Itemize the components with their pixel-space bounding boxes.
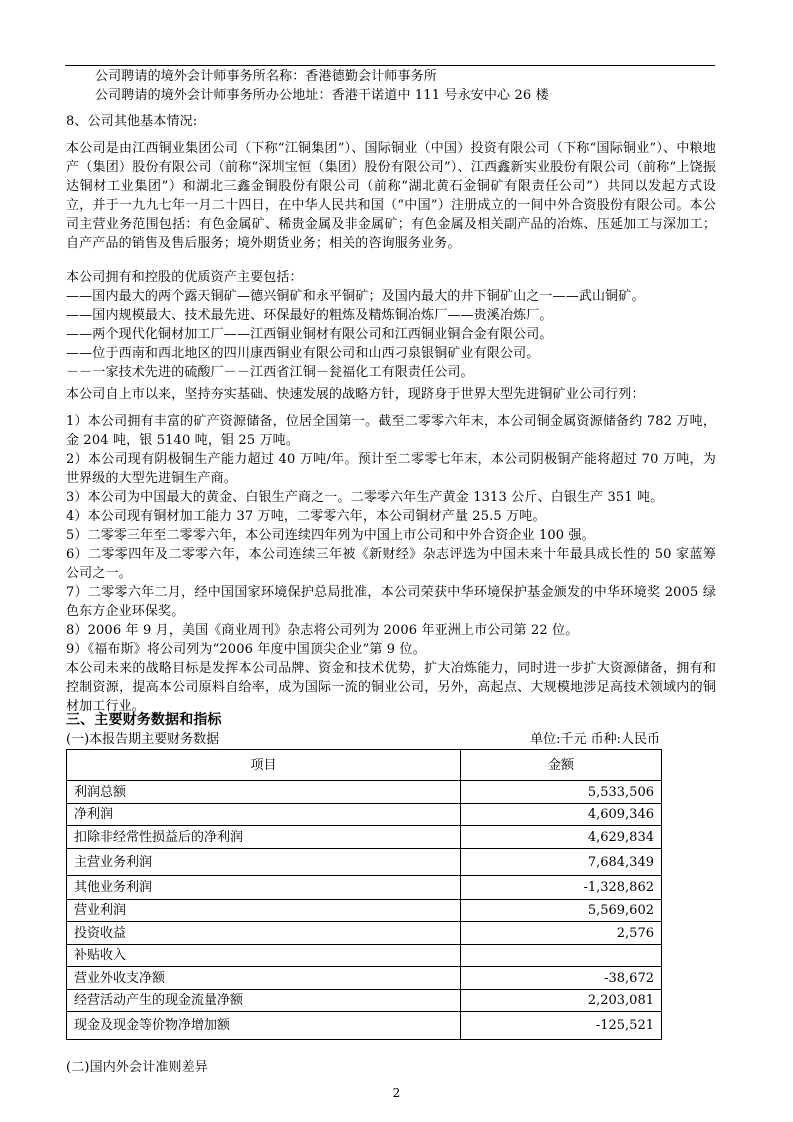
table-header-row [67,750,662,781]
row-amount: 2,576 [461,922,662,945]
subsection-1-title: (一)本报告期主要财务数据 [66,732,220,747]
row-amount: 5,569,602 [461,900,662,922]
row-item: 投资收益 [67,922,461,945]
company-intro-paragraph: 本公司是由江西铜业集团公司（下称“江铜集团”）、国际铜业（中国）投资有限公司（下称“国际铜业”）、中粮地产（集团）股份有限公司（前称“深圳宝恒（集团）股份有限公司”）、江西鑫新实业股份有限公司（前称“上饶振达铜材工业集团”）和湖北三鑫金铜股份有限公司（前称“湖北黄石金铜矿有限责任公司”）共同以发起方式设立，并于一九九七年一月二十四日，在中华人民共和国（“中国”）注册成立的一间中外合资股份有限公司。本公司主营业务范围包括：有色金属矿、稀贵金属及非金属矿；有色金属及相关副产品的冶炼、压延加工与深加工；自产产品的销售及售后服务；境外期货业务；相关的咨询服务业务。 [66,141,716,251]
achievement-item: 5）二零零三年至二零零六年，本公司连续四年列为中国上市公司和中外合资企业 100 强。 [66,528,595,543]
section-8-heading-block [66,112,716,131]
column-header-item: 项目 [67,750,461,781]
row-item: 营业利润 [67,900,461,922]
row-amount: 4,629,834 [461,826,662,849]
row-item: 扣除非经常性损益后的净利润 [67,826,461,849]
overseas-auditor-name: 公司聘请的境外会计师事务所名称：香港德勤会计师事务所 [95,69,437,84]
table-row [67,922,662,945]
achievement-item: 3）本公司为中国最大的黄金、白银生产商之一。二零零六年生产黄金 1313 公斤、白银生产 351 吨。 [66,490,664,505]
assets-intro: 本公司拥有和控股的优质资产主要包括： [66,270,303,285]
header-rule [65,65,715,66]
asset-item: ——国内规模最大、技术最先进、环保最好的粗炼及精炼铜冶炼厂——贵溪冶炼厂。 [66,308,553,323]
assets-block [66,268,716,382]
unit-currency-label: 单位:千元 币种:人民币 [530,732,660,747]
strategy-intro-block [66,385,716,404]
achievement-item: 2）本公司现有阴极铜生产能力超过 40 万吨/年。预计至二零零七年末，本公司阴极铜产能将超过 70 万吨，为世界级的大型先进铜生产商。 [66,452,716,486]
row-amount: -38,672 [461,967,662,990]
table-caption-row [66,730,660,749]
future-goal-paragraph: 本公司未来的战略目标是发挥本公司品牌、资金和技术优势，扩大冶炼能力，同时进一步扩大资源储备，拥有和控制资源，提高本公司原料自给率，成为国际一流的铜业公司，另外，高起点、大规模地涉足高技术领域内的铜材加工行业。 [66,661,716,714]
row-item: 营业外收支净额 [67,967,461,990]
column-header-amount: 金额 [461,750,662,781]
asset-item: ——国内最大的两个露天铜矿—德兴铜矿和永平铜矿；及国内最大的井下铜矿山之一——武山铜矿。 [66,289,645,304]
subsection-2-title: (二)国内外会计准则差异 [66,1060,208,1075]
row-amount: 4,609,346 [461,804,662,826]
table-row [67,876,662,900]
page-number: 2 [392,1086,401,1100]
row-amount: -1,328,862 [461,876,662,900]
achievement-item: 6）二零零四年及二零零六年，本公司连续三年被《新财经》杂志评选为中国未来十年最具成长性的 50 家蓝筹公司之一。 [66,547,716,581]
asset-item: －－一家技术先进的硫酸厂－－江西省江铜－瓮福化工有限责任公司。 [66,365,474,380]
row-item: 净利润 [67,804,461,826]
row-item: 主营业务利润 [67,849,461,876]
table-row [67,990,662,1012]
row-amount: -125,521 [461,1012,662,1040]
table-row [67,781,662,804]
table-row [67,826,662,849]
table-row [67,849,662,876]
section-3-heading-block [66,711,716,749]
table-row [67,967,662,990]
section-8-title: 8、公司其他基本情况: [66,114,198,129]
financial-data-table [66,749,662,1040]
row-item: 其他业务利润 [67,876,461,900]
achievement-item: 4）本公司现有铜材加工能力 37 万吨，二零零六年，本公司铜材产量 25.5 万吨。 [66,509,546,524]
row-amount: 2,203,081 [461,990,662,1012]
row-item: 现金及现金等价物净增加额 [67,1012,461,1040]
row-item: 经营活动产生的现金流量净额 [67,990,461,1012]
row-amount [461,945,662,967]
overseas-auditor-address: 公司聘请的境外会计师事务所办公地址：香港干诺道中 111 号永安中心 26 楼 [95,88,549,103]
table-row [67,804,662,826]
strategy-intro: 本公司自上市以来，坚持夯实基础、快速发展的战略方针，现跻身于世界大型先进铜矿业公司行列： [66,387,645,402]
auditor-info [66,67,745,105]
row-amount: 5,533,506 [461,781,662,804]
company-intro-block [66,139,716,253]
achievements-block [66,412,716,716]
achievement-item: 7）二零零六年二月，经中国国家环境保护总局批准，本公司荣获中华环境保护基金颁发的中华环境奖 2005 绿色东方企业环保奖。 [66,585,716,619]
asset-item: ——位于西南和西北地区的四川康西铜业有限公司和山西刁泉银铜矿业有限公司。 [66,346,540,361]
row-item: 利润总额 [67,781,461,804]
table-row [67,1012,662,1040]
table-row [67,945,662,967]
achievement-item: 9）《福布斯》将公司列为“2006 年度中国顶尖企业”第 9 位。 [66,642,426,657]
subsection-2-block [66,1058,716,1077]
section-3-title: 三、主要财务数据和指标 [66,712,222,728]
achievement-item: 1）本公司拥有丰富的矿产资源储备，位居全国第一。截至二零零六年末，本公司铜金属资源储备约 782 万吨，金 204 吨，银 5140 吨，钼 25 万吨。 [66,414,716,448]
asset-item: ——两个现代化铜材加工厂——江西铜业铜材有限公司和江西铜业铜合金有限公司。 [66,327,553,342]
table-row [67,900,662,922]
row-amount: 7,684,349 [461,849,662,876]
row-item: 补贴收入 [67,945,461,967]
achievement-item: 8）2006 年 9 月，美国《商业周刊》杂志将公司列为 2006 年亚洲上市公司第 22 位。 [66,623,579,638]
